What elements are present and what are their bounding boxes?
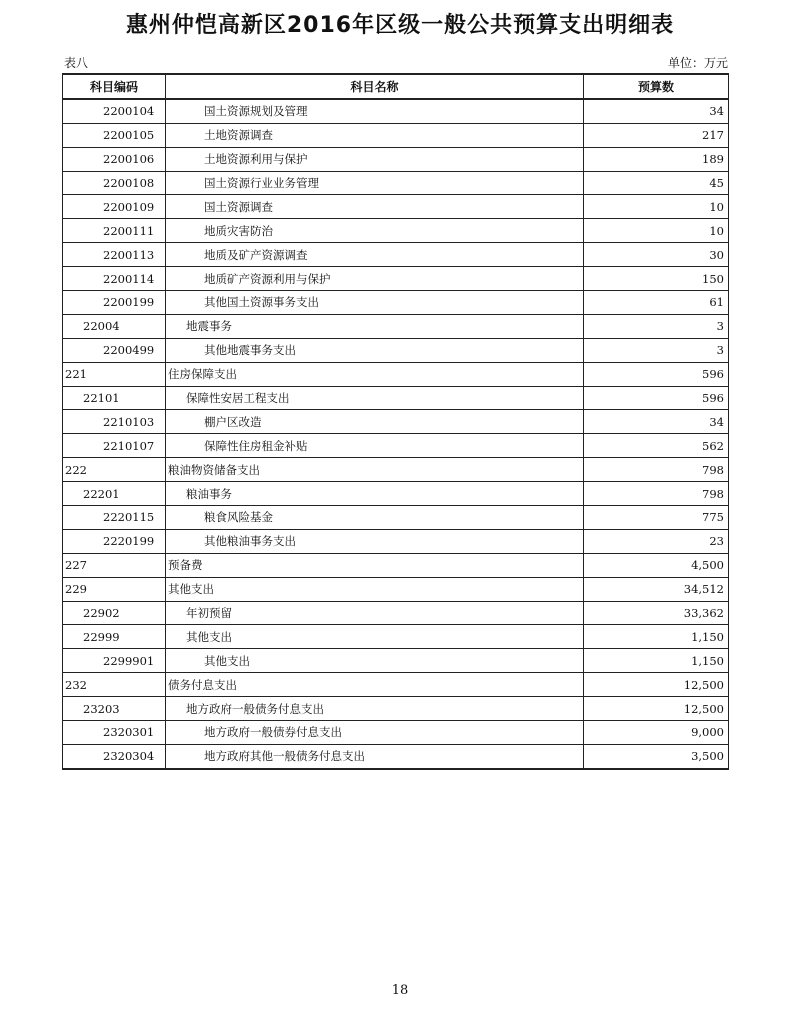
column-header-code: 科目编码 [63,74,166,99]
cell-amount: 4,500 [584,553,729,577]
table-row [63,123,729,147]
cell-name: 其他支出 [166,625,584,649]
cell-code: 222 [63,458,166,482]
cell-amount: 596 [584,386,729,410]
cell-amount: 562 [584,434,729,458]
table-row [63,553,729,577]
cell-amount: 150 [584,267,729,291]
cell-name: 棚户区改造 [166,410,584,434]
table-row [63,338,729,362]
cell-amount: 10 [584,219,729,243]
cell-name: 其他国土资源事务支出 [166,291,584,315]
cell-code: 2200113 [63,243,166,267]
cell-amount: 23 [584,529,729,553]
table-row [63,673,729,697]
cell-amount: 61 [584,291,729,315]
cell-name: 地方政府其他一般债务付息支出 [166,744,584,768]
cell-name: 国土资源规划及管理 [166,99,584,123]
cell-name: 国土资源调查 [166,195,584,219]
cell-name: 其他粮油事务支出 [166,529,584,553]
cell-amount: 34 [584,99,729,123]
table-row [63,171,729,195]
cell-name: 粮油事务 [166,482,584,506]
cell-code: 23203 [63,697,166,721]
cell-name: 地方政府一般债券付息支出 [166,721,584,745]
cell-code: 2200106 [63,147,166,171]
table-row [63,506,729,530]
cell-amount: 3 [584,314,729,338]
table-row [63,649,729,673]
table-row [63,458,729,482]
table-row [63,744,729,768]
cell-amount: 775 [584,506,729,530]
cell-amount: 12,500 [584,697,729,721]
table-row [63,147,729,171]
cell-code: 22999 [63,625,166,649]
cell-code: 2200108 [63,171,166,195]
table-row [63,529,729,553]
cell-name: 保障性安居工程支出 [166,386,584,410]
cell-amount: 3,500 [584,744,729,768]
cell-amount: 10 [584,195,729,219]
cell-amount: 189 [584,147,729,171]
unit-label: 单位：万元 [667,56,728,70]
cell-name: 地质及矿产资源调查 [166,243,584,267]
cell-code: 22902 [63,601,166,625]
table-row [63,386,729,410]
table-row [63,291,729,315]
cell-code: 22101 [63,386,166,410]
cell-name: 预备费 [166,553,584,577]
table-row [63,195,729,219]
table-header-row [63,74,729,99]
cell-code: 229 [63,577,166,601]
table-row [63,625,729,649]
cell-code: 221 [63,362,166,386]
table-row [63,410,729,434]
cell-amount: 1,150 [584,625,729,649]
cell-amount: 34,512 [584,577,729,601]
cell-amount: 596 [584,362,729,386]
cell-code: 22201 [63,482,166,506]
table-row [63,267,729,291]
table-row [63,721,729,745]
table-row [63,577,729,601]
cell-code: 2320301 [63,721,166,745]
cell-code: 2200109 [63,195,166,219]
cell-name: 地质矿产资源利用与保护 [166,267,584,291]
cell-name: 其他地震事务支出 [166,338,584,362]
cell-amount: 30 [584,243,729,267]
cell-code: 2200114 [63,267,166,291]
table-body [63,99,729,769]
cell-name: 其他支出 [166,577,584,601]
cell-code: 2210107 [63,434,166,458]
table-row [63,243,729,267]
cell-amount: 33,362 [584,601,729,625]
table-row [63,434,729,458]
table-row [63,362,729,386]
cell-code: 2320304 [63,744,166,768]
cell-amount: 3 [584,338,729,362]
column-header-name: 科目名称 [166,74,584,99]
cell-amount: 34 [584,410,729,434]
cell-amount: 12,500 [584,673,729,697]
cell-name: 其他支出 [166,649,584,673]
cell-name: 保障性住房租金补贴 [166,434,584,458]
cell-code: 232 [63,673,166,697]
table-row [63,697,729,721]
cell-name: 地质灾害防治 [166,219,584,243]
column-header-amount: 预算数 [584,74,729,99]
cell-amount: 45 [584,171,729,195]
page-number: 18 [391,983,409,998]
cell-name: 国土资源行业业务管理 [166,171,584,195]
cell-code: 2200499 [63,338,166,362]
cell-name: 地震事务 [166,314,584,338]
cell-code: 2210103 [63,410,166,434]
cell-code: 22004 [63,314,166,338]
cell-name: 粮食风险基金 [166,506,584,530]
cell-code: 2200104 [63,99,166,123]
budget-table [62,73,729,770]
cell-amount: 1,150 [584,649,729,673]
cell-amount: 217 [584,123,729,147]
cell-name: 粮油物资储备支出 [166,458,584,482]
cell-code: 2200199 [63,291,166,315]
cell-name: 土地资源调查 [166,123,584,147]
cell-amount: 9,000 [584,721,729,745]
cell-code: 2299901 [63,649,166,673]
table-row [63,482,729,506]
page-title: 惠州仲恺高新区2016年区级一般公共预算支出明细表 [125,13,675,38]
cell-name: 年初预留 [166,601,584,625]
table-row [63,601,729,625]
cell-amount: 798 [584,458,729,482]
table-row [63,314,729,338]
table-label: 表八 [64,56,89,70]
cell-code: 2200111 [63,219,166,243]
table-row [63,219,729,243]
cell-code: 227 [63,553,166,577]
table-row [63,99,729,123]
cell-name: 债务付息支出 [166,673,584,697]
cell-code: 2220199 [63,529,166,553]
cell-name: 地方政府一般债务付息支出 [166,697,584,721]
cell-name: 住房保障支出 [166,362,584,386]
cell-code: 2200105 [63,123,166,147]
cell-code: 2220115 [63,506,166,530]
cell-name: 土地资源利用与保护 [166,147,584,171]
cell-amount: 798 [584,482,729,506]
